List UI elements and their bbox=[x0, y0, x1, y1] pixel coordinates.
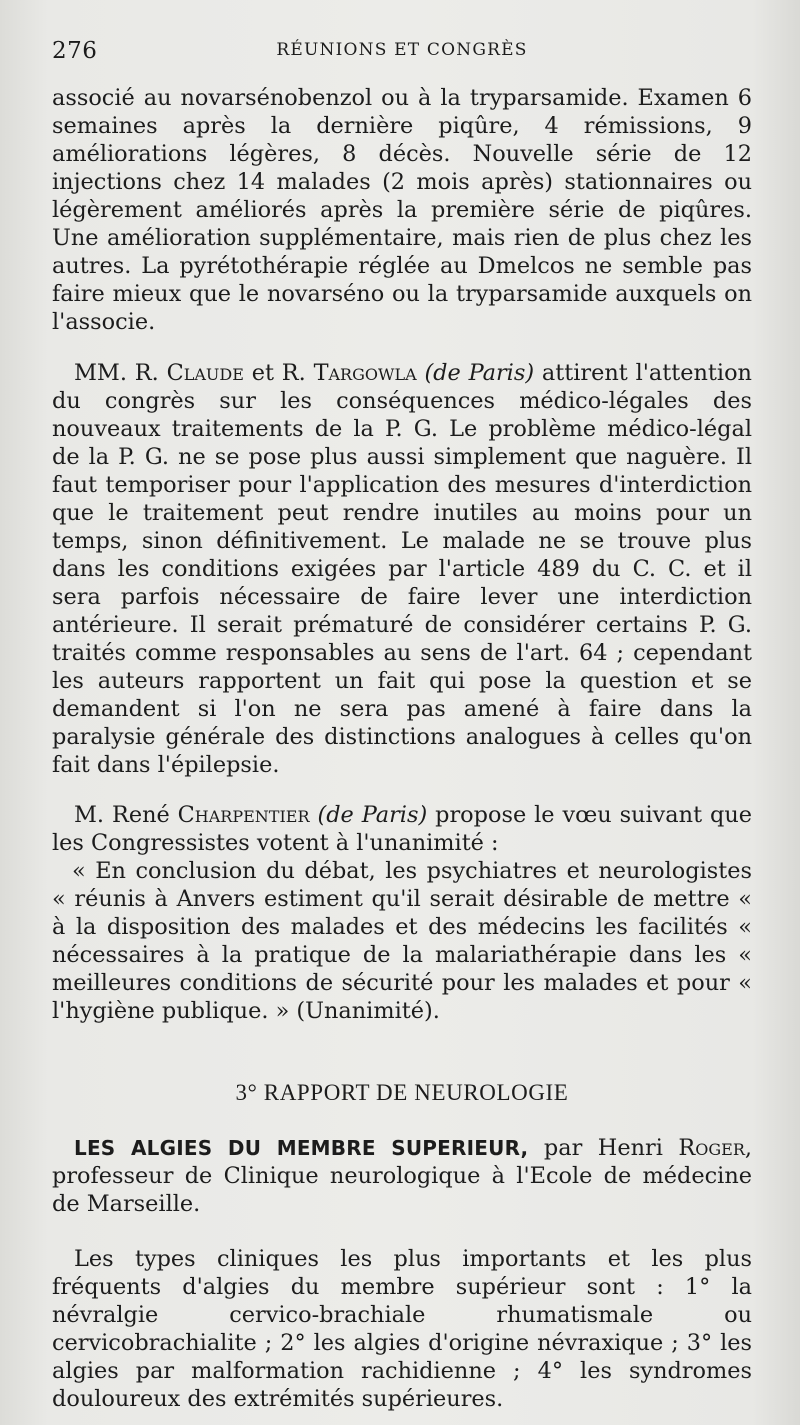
text-segment: propose le vœu suivant que les Congressistes votent à l'unanimité : bbox=[52, 802, 752, 856]
author-name-claude: Claude bbox=[166, 360, 244, 386]
paragraph-claude-targowla bbox=[52, 359, 752, 779]
running-head: RÉUNIONS ET CONGRÈS bbox=[276, 40, 528, 60]
paragraph-charpentier bbox=[52, 801, 752, 857]
report-title: LES ALGIES DU MEMBRE SUPERIEUR, bbox=[74, 1136, 529, 1160]
place-of-origin: (de Paris) bbox=[309, 802, 428, 828]
text-segment: , professeur de Clinique neurologique à l'Ecole de médecine de Marseille. bbox=[52, 1135, 753, 1217]
paragraph-clinical-types: Les types cliniques les plus importants et les plus fréquents d'algies du membre supérieur sont : 1° la névralgie cervico-brachiale rhumatismale ou cervicobrachialite ; 2° les algies d'origine névraxique ; 3° les algies par malformation rachidienne ; 4° les syndromes douloureux des extrémités supérieures. bbox=[52, 1246, 752, 1412]
page-number: 276 bbox=[52, 38, 98, 64]
text-segment: attirent l'attention du congrès sur les conséquences médico-légales des nouveaux traitements de la P. G. Le problème médico-légal de la P. G. ne se pose plus aussi simplement que naguère. Il faut temporiser pour l'application des mesures d'interdiction que le traitement peut rendre inutiles au moins pour un temps, sinon définitivement. Le malade ne se trouve plus dans les conditions exigées par l'article 489 du C. C. et il sera parfois nécessaire de faire lever une interdiction antérieure. Il serait prématuré de considérer certains P. G. traités comme responsables au sens de l'art. 64 ; cependant les auteurs rapportent un fait qui pose la question et se demandent si l'on ne sera pas amené à faire dans la paralysie générale des distinctions analogues à celles qu'on fait dans l'épilepsie. bbox=[52, 360, 752, 778]
text-segment: et R. bbox=[243, 360, 314, 386]
text-segment: par Henri bbox=[528, 1135, 679, 1161]
author-name-roger: Roger bbox=[678, 1135, 745, 1161]
report-title-paragraph bbox=[52, 1134, 752, 1218]
resolution-quote: « En conclusion du débat, les psychiatres et neurologistes « réunis à Anvers estiment qu'il serait désirable de mettre « à la disposition des malades et des médecins les facilités « nécessaires à la pratique de la malariathérapie dans les « meilleures conditions de sécurité pour les malades et pour « l'hygiène publique. » (Unanimité). bbox=[52, 858, 752, 1024]
page-header bbox=[52, 38, 752, 78]
author-name-targowla: Targowla bbox=[313, 360, 417, 386]
page-body bbox=[52, 84, 752, 1413]
place-of-origin: (de Paris) bbox=[416, 360, 535, 386]
text-segment: M. René bbox=[74, 802, 178, 828]
author-name-charpentier: Charpentier bbox=[177, 802, 310, 828]
section-heading: 3° RAPPORT DE NEUROLOGIE bbox=[235, 1080, 569, 1105]
paragraph-novarseno-results: associé au novarsénobenzol ou à la tryparsamide. Examen 6 semaines après la dernière piqûre, 4 rémissions, 9 améliorations légères, 8 décès. Nouvelle série de 12 injections chez 14 malades (2 mois après) stationnaires ou légèrement améliorés après la première série de piqûres. Une amélioration supplémentaire, mais rien de plus chez les autres. La pyrétothérapie réglée au Dmelcos ne semble pas faire mieux que le novarséno ou la tryparsamide auxquels on l'associe. bbox=[52, 85, 752, 335]
text-segment: MM. R. bbox=[74, 360, 167, 386]
